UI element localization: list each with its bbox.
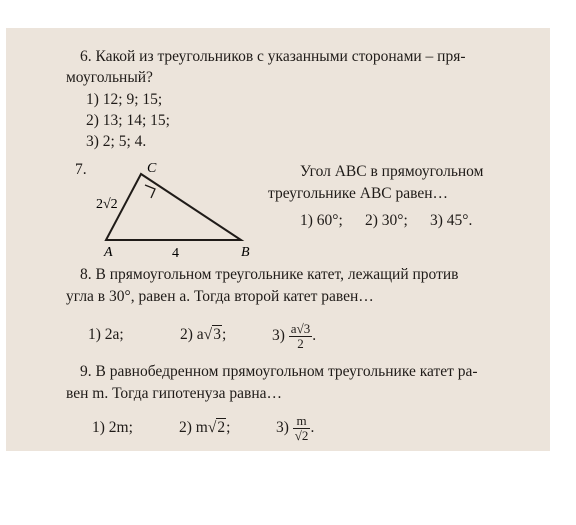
vertex-label-b: B — [241, 245, 250, 260]
q6-option-1: 1) 12; 9; 15; — [86, 91, 163, 108]
q9-option-3 — [276, 408, 314, 448]
q9-text-line1: 9. В равнобедренном прямоугольном треугольнике катет ра- — [80, 363, 478, 380]
q7-text-line2: треугольнике ABC равен… — [268, 185, 449, 202]
vertex-label-a: A — [104, 245, 113, 260]
q8-option-2-suffix: ; — [221, 326, 227, 343]
side-label-ab: 4 — [172, 246, 179, 261]
q8-option-2-radicand: 3 — [213, 326, 221, 343]
side-label-ac: 2√2 — [96, 197, 118, 212]
q8-option-2 — [180, 326, 226, 344]
fraction-denominator: √2 — [294, 427, 309, 443]
q7-option-1: 1) 60°; — [300, 212, 343, 229]
q7-option-3: 3) 45°. — [430, 212, 473, 229]
q6-text-line1: 6. Какой из треугольников с указанными сторонами – пря- — [80, 48, 466, 65]
q8-option-1: 1) 2a; — [88, 326, 124, 343]
fraction-denominator: 2 — [297, 335, 304, 351]
fraction-numerator: m — [293, 414, 311, 429]
q8-option-3-prefix: 3) — [272, 327, 285, 344]
sqrt-sign: √ — [207, 419, 217, 436]
q9-option-3-prefix: 3) — [276, 419, 289, 436]
q9-option-3-fraction — [293, 414, 311, 443]
sqrt-sign: √ — [203, 326, 213, 343]
q8-text-line1: 8. В прямоугольном треугольнике катет, лежащий против — [80, 266, 459, 283]
q6-option-3: 3) 2; 5; 4. — [86, 133, 147, 150]
textbook-page — [6, 28, 550, 451]
q9-option-2 — [179, 419, 230, 437]
triangle-shape — [106, 174, 241, 240]
q9-option-2-suffix: ; — [226, 419, 231, 436]
q9-option-3-suffix: . — [310, 419, 315, 436]
q9-option-2-prefix: 2) m — [179, 419, 208, 436]
q7-option-2: 2) 30°; — [365, 212, 408, 229]
q9-option-2-radicand: 2 — [217, 419, 226, 436]
q7-number: 7. — [75, 161, 87, 178]
q7-triangle-figure — [84, 161, 274, 261]
q9-text-line2: вен m. Тогда гипотенуза равна… — [66, 385, 283, 402]
q8-option-3-fraction — [289, 322, 312, 351]
q7-text-line1: Угол ABC в прямоугольном — [300, 163, 484, 180]
q8-option-3-suffix: . — [312, 327, 317, 344]
q9-option-1: 1) 2m; — [92, 419, 133, 436]
q6-option-2: 2) 13; 14; 15; — [86, 112, 170, 129]
q8-option-2-prefix: 2) a — [180, 326, 204, 343]
right-angle-marker — [145, 185, 155, 198]
q8-option-3 — [272, 316, 316, 356]
q6-text-line2: моугольный? — [66, 69, 153, 86]
q8-text-line2: угла в 30°, равен a. Тогда второй катет равен… — [66, 288, 374, 305]
fraction-numerator: a√3 — [290, 320, 311, 336]
vertex-label-c: C — [147, 161, 157, 176]
bleed-through-texture — [216, 76, 219, 92]
